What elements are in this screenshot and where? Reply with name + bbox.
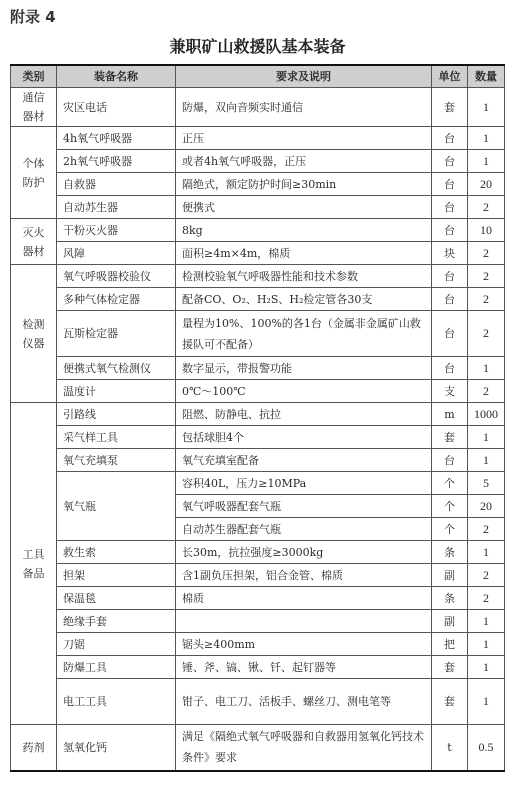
requirement-cell: 氧气充填室配备 [176, 449, 432, 472]
category-cell [11, 88, 57, 127]
quantity-cell: 2 [468, 564, 505, 587]
table-row [11, 242, 505, 265]
requirement-cell: 或者4h氧气呼吸器，正压 [176, 150, 432, 173]
quantity-cell: 2 [468, 587, 505, 610]
equipment-name-cell: 引路线 [57, 403, 176, 426]
quantity-cell: 1 [468, 541, 505, 564]
category-label-line1: 灭火 [22, 225, 45, 239]
quantity-cell: 1 [468, 357, 505, 380]
requirement-cell: 量程为10%、100%的各1台（金属非金属矿山救援队可不配备） [176, 311, 432, 357]
quantity-cell: 1 [468, 633, 505, 656]
unit-cell: 台 [432, 265, 468, 288]
table-row [11, 311, 505, 357]
category-label-line1: 工具 [22, 547, 45, 561]
requirement-cell: 长30m，抗拉强度≥3000kg [176, 541, 432, 564]
quantity-cell: 1 [468, 679, 505, 725]
unit-cell: t [432, 725, 468, 771]
quantity-cell: 2 [468, 518, 505, 541]
equipment-name-cell: 灾区电话 [57, 88, 176, 127]
quantity-cell: 2 [468, 242, 505, 265]
unit-cell: 台 [432, 449, 468, 472]
table-row [11, 357, 505, 380]
requirement-cell: 满足《隔绝式氧气呼吸器和自救器用氢氧化钙技术条件》要求 [176, 725, 432, 771]
quantity-cell: 1 [468, 88, 505, 127]
equipment-name-cell: 便携式氧气检测仪 [57, 357, 176, 380]
table-row [11, 127, 505, 150]
table-row [11, 472, 505, 495]
table-row [11, 196, 505, 219]
equipment-name-cell: 保温毯 [57, 587, 176, 610]
requirement-cell: 锯头≥400mm [176, 633, 432, 656]
table-row [11, 219, 505, 242]
unit-cell: 套 [432, 679, 468, 725]
equipment-name-cell: 干粉灭火器 [57, 219, 176, 242]
quantity-cell: 20 [468, 173, 505, 196]
unit-cell: 条 [432, 541, 468, 564]
unit-cell: 条 [432, 587, 468, 610]
category-label-line2: 防护 [22, 175, 45, 189]
header-quantity: 数量 [468, 65, 505, 88]
unit-cell: 台 [432, 196, 468, 219]
appendix-label: 附录 4 [10, 8, 56, 26]
requirement-cell: 防爆，双向音频实时通信 [176, 88, 432, 127]
category-label-line2: 仪器 [22, 336, 45, 350]
quantity-cell: 20 [468, 495, 505, 518]
category-cell [11, 265, 57, 403]
category-cell [11, 725, 57, 771]
table-row [11, 564, 505, 587]
header-equipment-name: 装备名称 [57, 65, 176, 88]
requirement-cell: 0℃～100℃ [176, 380, 432, 403]
table-header-row [11, 65, 505, 88]
equipment-name-cell: 2h氧气呼吸器 [57, 150, 176, 173]
equipment-name-cell: 防爆工具 [57, 656, 176, 679]
requirement-cell: 正压 [176, 127, 432, 150]
table-row [11, 725, 505, 771]
category-label-line2: 器材 [22, 244, 45, 258]
quantity-cell: 1 [468, 449, 505, 472]
quantity-cell: 1 [468, 127, 505, 150]
unit-cell: 台 [432, 357, 468, 380]
table-body [11, 88, 505, 771]
unit-cell: 台 [432, 173, 468, 196]
table-row [11, 426, 505, 449]
unit-cell: 台 [432, 311, 468, 357]
equipment-name-cell: 担架 [57, 564, 176, 587]
unit-cell: 支 [432, 380, 468, 403]
table-row [11, 380, 505, 403]
quantity-cell: 2 [468, 196, 505, 219]
quantity-cell: 2 [468, 265, 505, 288]
category-label-line1: 药剂 [22, 740, 45, 754]
unit-cell: 个 [432, 518, 468, 541]
equipment-name-cell: 刀锯 [57, 633, 176, 656]
requirement-cell: 面积≥4m×4m，棉质 [176, 242, 432, 265]
table-row [11, 173, 505, 196]
unit-cell: 个 [432, 472, 468, 495]
table-row [11, 403, 505, 426]
category-label-line1: 检测 [22, 317, 45, 331]
unit-cell: 套 [432, 656, 468, 679]
quantity-cell: 1 [468, 150, 505, 173]
header-unit: 单位 [432, 65, 468, 88]
equipment-name-cell: 采气样工具 [57, 426, 176, 449]
unit-cell: 副 [432, 610, 468, 633]
quantity-cell: 1 [468, 656, 505, 679]
table-row [11, 656, 505, 679]
requirement-cell: 便携式 [176, 196, 432, 219]
quantity-cell: 2 [468, 311, 505, 357]
unit-cell: 台 [432, 127, 468, 150]
category-cell [11, 219, 57, 265]
unit-cell: 台 [432, 288, 468, 311]
table-row [11, 288, 505, 311]
table-row [11, 541, 505, 564]
table-row [11, 633, 505, 656]
unit-cell: 套 [432, 426, 468, 449]
quantity-cell: 1 [468, 610, 505, 633]
requirement-cell: 隔绝式，额定防护时间≥30min [176, 173, 432, 196]
category-label-line1: 个体 [22, 156, 45, 170]
equipment-name-cell: 氧气瓶 [57, 472, 176, 541]
equipment-name-cell: 4h氧气呼吸器 [57, 127, 176, 150]
unit-cell: 台 [432, 150, 468, 173]
category-label-line2: 器材 [22, 110, 45, 123]
table-row [11, 679, 505, 725]
equipment-name-cell: 氧气充填泵 [57, 449, 176, 472]
unit-cell: 套 [432, 88, 468, 127]
quantity-cell: 1 [468, 426, 505, 449]
equipment-name-cell: 氧气呼吸器校验仪 [57, 265, 176, 288]
unit-cell: m [432, 403, 468, 426]
equipment-name-cell: 电工工具 [57, 679, 176, 725]
requirement-cell: 配备CO、O₂、H₂S、H₂检定管各30支 [176, 288, 432, 311]
requirement-cell: 检测校验氧气呼吸器性能和技术参数 [176, 265, 432, 288]
equipment-name-cell: 自救器 [57, 173, 176, 196]
equipment-name-cell: 自动苏生器 [57, 196, 176, 219]
equipment-name-cell: 温度计 [57, 380, 176, 403]
quantity-cell: 10 [468, 219, 505, 242]
unit-cell: 个 [432, 495, 468, 518]
category-cell [11, 127, 57, 219]
equipment-name-cell: 氢氧化钙 [57, 725, 176, 771]
requirement-cell: 8kg [176, 219, 432, 242]
header-category: 类别 [11, 65, 57, 88]
requirement-cell: 自动苏生器配套气瓶 [176, 518, 432, 541]
requirement-cell: 包括球胆4个 [176, 426, 432, 449]
category-label-line2: 备品 [22, 566, 45, 580]
quantity-cell: 5 [468, 472, 505, 495]
requirement-cell: 钳子、电工刀、活板手、螺丝刀、测电笔等 [176, 679, 432, 725]
quantity-cell: 2 [468, 288, 505, 311]
requirement-cell: 锤、斧、镐、锹、钎、起钉器等 [176, 656, 432, 679]
equipment-name-cell: 绝缘手套 [57, 610, 176, 633]
unit-cell: 把 [432, 633, 468, 656]
equipment-name-cell: 瓦斯检定器 [57, 311, 176, 357]
requirement-cell: 棉质 [176, 587, 432, 610]
requirement-cell: 含1副负压担架，铝合金管、棉质 [176, 564, 432, 587]
category-label-line1: 通信 [22, 91, 45, 104]
table-row [11, 587, 505, 610]
unit-cell: 台 [432, 219, 468, 242]
requirement-cell: 氧气呼吸器配套气瓶 [176, 495, 432, 518]
equipment-name-cell: 多种气体检定器 [57, 288, 176, 311]
quantity-cell: 1000 [468, 403, 505, 426]
quantity-cell: 2 [468, 380, 505, 403]
page-title: 兼职矿山救援队基本装备 [169, 37, 346, 56]
table-row [11, 150, 505, 173]
equipment-name-cell: 风障 [57, 242, 176, 265]
unit-cell: 块 [432, 242, 468, 265]
table-row [11, 88, 505, 127]
category-cell [11, 403, 57, 725]
unit-cell: 副 [432, 564, 468, 587]
table-row [11, 610, 505, 633]
table-row [11, 449, 505, 472]
header-requirements: 要求及说明 [176, 65, 432, 88]
table-row [11, 265, 505, 288]
equipment-name-cell: 救生索 [57, 541, 176, 564]
requirement-cell [176, 610, 432, 633]
requirement-cell: 容积40L，压力≥10MPa [176, 472, 432, 495]
quantity-cell: 0.5 [468, 725, 505, 771]
equipment-table-container [10, 64, 504, 772]
requirement-cell: 阻燃、防静电、抗拉 [176, 403, 432, 426]
equipment-table [10, 64, 505, 772]
requirement-cell: 数字显示，带报警功能 [176, 357, 432, 380]
